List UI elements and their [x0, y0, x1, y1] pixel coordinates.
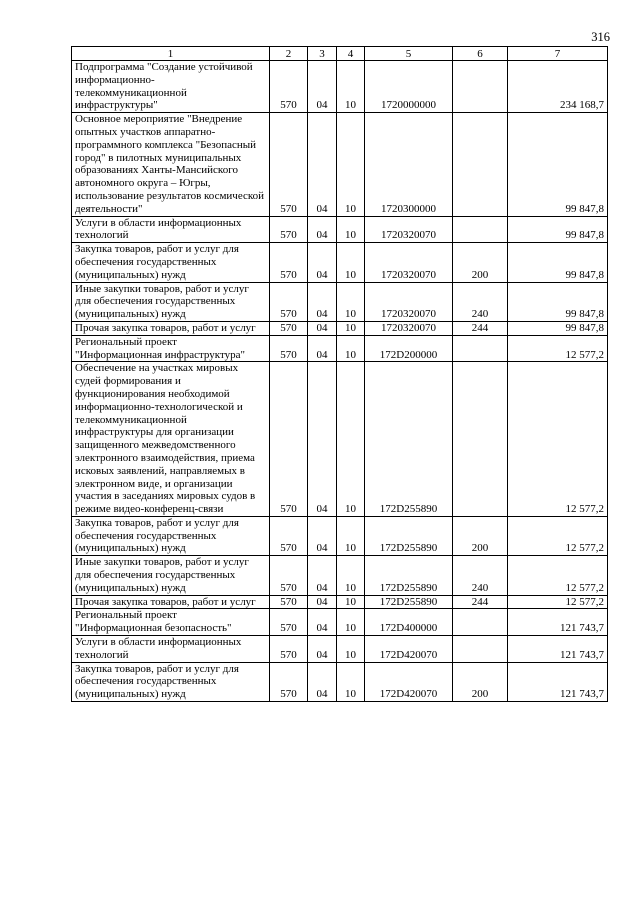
- table-row: [72, 636, 608, 663]
- row-expense-type: [453, 335, 508, 362]
- table-row: [72, 662, 608, 701]
- row-subsection: 10: [337, 243, 365, 282]
- row-amount: 99 847,8: [508, 321, 608, 335]
- row-expense-type: 240: [453, 556, 508, 595]
- table-row: [72, 335, 608, 362]
- row-section: 04: [308, 335, 337, 362]
- row-name: Закупка товаров, работ и услуг для обеспечения государственных (муниципальных) нужд: [72, 243, 270, 282]
- row-expense-type: [453, 113, 508, 216]
- row-target-article: 1720320070: [365, 321, 453, 335]
- row-admin-code: 570: [270, 636, 308, 663]
- table-row: [72, 595, 608, 609]
- row-name: Региональный проект "Информационная безопасность": [72, 609, 270, 636]
- row-amount: 99 847,8: [508, 243, 608, 282]
- row-name: Услуги в области информационных технологий: [72, 636, 270, 663]
- row-section: 04: [308, 556, 337, 595]
- row-section: 04: [308, 595, 337, 609]
- row-target-article: 172D255890: [365, 595, 453, 609]
- row-name: Иные закупки товаров, работ и услуг для обеспечения государственных (муниципальных) нужд: [72, 556, 270, 595]
- row-subsection: 10: [337, 216, 365, 243]
- row-name: Услуги в области информационных технологий: [72, 216, 270, 243]
- row-name: Подпрограмма "Создание устойчивой информационно-телекоммуникационной инфраструктуры": [72, 61, 270, 113]
- row-admin-code: 570: [270, 556, 308, 595]
- row-admin-code: 570: [270, 335, 308, 362]
- row-name: Прочая закупка товаров, работ и услуг: [72, 595, 270, 609]
- header-row: [72, 47, 608, 61]
- row-section: 04: [308, 216, 337, 243]
- row-name: Региональный проект "Информационная инфраструктура": [72, 335, 270, 362]
- row-expense-type: 244: [453, 595, 508, 609]
- row-target-article: 1720320070: [365, 243, 453, 282]
- row-section: 04: [308, 362, 337, 517]
- page-number: 316: [591, 30, 610, 44]
- table-row: [72, 216, 608, 243]
- table-row: [72, 362, 608, 517]
- row-section: 04: [308, 282, 337, 321]
- row-subsection: 10: [337, 335, 365, 362]
- table-row: [72, 516, 608, 555]
- row-admin-code: 570: [270, 362, 308, 517]
- row-subsection: 10: [337, 609, 365, 636]
- table-row: [72, 609, 608, 636]
- table-row: [72, 321, 608, 335]
- row-admin-code: 570: [270, 609, 308, 636]
- row-name: Закупка товаров, работ и услуг для обеспечения государственных (муниципальных) нужд: [72, 516, 270, 555]
- row-admin-code: 570: [270, 216, 308, 243]
- row-target-article: 172D255890: [365, 362, 453, 517]
- row-subsection: 10: [337, 321, 365, 335]
- row-target-article: 1720000000: [365, 61, 453, 113]
- row-section: 04: [308, 609, 337, 636]
- row-section: 04: [308, 636, 337, 663]
- row-admin-code: 570: [270, 321, 308, 335]
- table-row: [72, 282, 608, 321]
- row-amount: 99 847,8: [508, 216, 608, 243]
- row-subsection: 10: [337, 61, 365, 113]
- row-expense-type: [453, 362, 508, 517]
- row-expense-type: 244: [453, 321, 508, 335]
- row-target-article: 172D255890: [365, 516, 453, 555]
- table-row: [72, 243, 608, 282]
- row-expense-type: 240: [453, 282, 508, 321]
- row-name: Иные закупки товаров, работ и услуг для обеспечения государственных (муниципальных) нужд: [72, 282, 270, 321]
- row-section: 04: [308, 113, 337, 216]
- row-amount: 12 577,2: [508, 556, 608, 595]
- header-cell: 1: [72, 47, 270, 61]
- row-subsection: 10: [337, 516, 365, 555]
- row-subsection: 10: [337, 282, 365, 321]
- row-subsection: 10: [337, 595, 365, 609]
- header-cell: 2: [270, 47, 308, 61]
- row-subsection: 10: [337, 113, 365, 216]
- row-target-article: 172D420070: [365, 636, 453, 663]
- row-amount: 12 577,2: [508, 335, 608, 362]
- row-subsection: 10: [337, 636, 365, 663]
- row-target-article: 1720320070: [365, 282, 453, 321]
- row-expense-type: [453, 636, 508, 663]
- row-admin-code: 570: [270, 113, 308, 216]
- table-row: [72, 556, 608, 595]
- row-name: Прочая закупка товаров, работ и услуг: [72, 321, 270, 335]
- header-cell: 6: [453, 47, 508, 61]
- budget-table: [71, 46, 608, 702]
- row-target-article: 1720320070: [365, 216, 453, 243]
- row-expense-type: 200: [453, 516, 508, 555]
- header-cell: 4: [337, 47, 365, 61]
- table-row: [72, 61, 608, 113]
- row-subsection: 10: [337, 662, 365, 701]
- row-name: Обеспечение на участках мировых судей формирования и функционирования необходимой информационно-технологической и телекоммуникационной инфраструктуры для организации защищенного межведомственного электронного взаимодействия, приема исковых заявлений, направляемых в электронном виде, и организации участия в заседаниях мировых судов в режиме видео-конференц-связи: [72, 362, 270, 517]
- row-amount: 12 577,2: [508, 595, 608, 609]
- row-section: 04: [308, 321, 337, 335]
- row-expense-type: 200: [453, 243, 508, 282]
- row-name: Закупка товаров, работ и услуг для обеспечения государственных (муниципальных) нужд: [72, 662, 270, 701]
- header-cell: 7: [508, 47, 608, 61]
- row-section: 04: [308, 516, 337, 555]
- row-admin-code: 570: [270, 282, 308, 321]
- row-section: 04: [308, 61, 337, 113]
- row-admin-code: 570: [270, 516, 308, 555]
- row-section: 04: [308, 243, 337, 282]
- row-subsection: 10: [337, 556, 365, 595]
- header-cell: 3: [308, 47, 337, 61]
- row-target-article: 172D420070: [365, 662, 453, 701]
- row-name: Основное мероприятие "Внедрение опытных участков аппаратно-программного комплекса "Безопасный город" в пилотных муниципальных образованиях Ханты-Мансийского автономного округа – Югры, использование результатов космической деятельности": [72, 113, 270, 216]
- row-admin-code: 570: [270, 61, 308, 113]
- row-amount: 121 743,7: [508, 636, 608, 663]
- table-row: [72, 113, 608, 216]
- row-expense-type: 200: [453, 662, 508, 701]
- row-target-article: 172D400000: [365, 609, 453, 636]
- row-target-article: 172D255890: [365, 556, 453, 595]
- row-admin-code: 570: [270, 595, 308, 609]
- row-amount: 121 743,7: [508, 609, 608, 636]
- row-target-article: 1720300000: [365, 113, 453, 216]
- row-admin-code: 570: [270, 243, 308, 282]
- row-expense-type: [453, 216, 508, 243]
- row-target-article: 172D200000: [365, 335, 453, 362]
- row-amount: 234 168,7: [508, 61, 608, 113]
- row-admin-code: 570: [270, 662, 308, 701]
- header-cell: 5: [365, 47, 453, 61]
- row-expense-type: [453, 609, 508, 636]
- row-amount: 121 743,7: [508, 662, 608, 701]
- row-section: 04: [308, 662, 337, 701]
- row-subsection: 10: [337, 362, 365, 517]
- row-amount: 12 577,2: [508, 516, 608, 555]
- row-amount: 12 577,2: [508, 362, 608, 517]
- row-amount: 99 847,8: [508, 113, 608, 216]
- row-expense-type: [453, 61, 508, 113]
- row-amount: 99 847,8: [508, 282, 608, 321]
